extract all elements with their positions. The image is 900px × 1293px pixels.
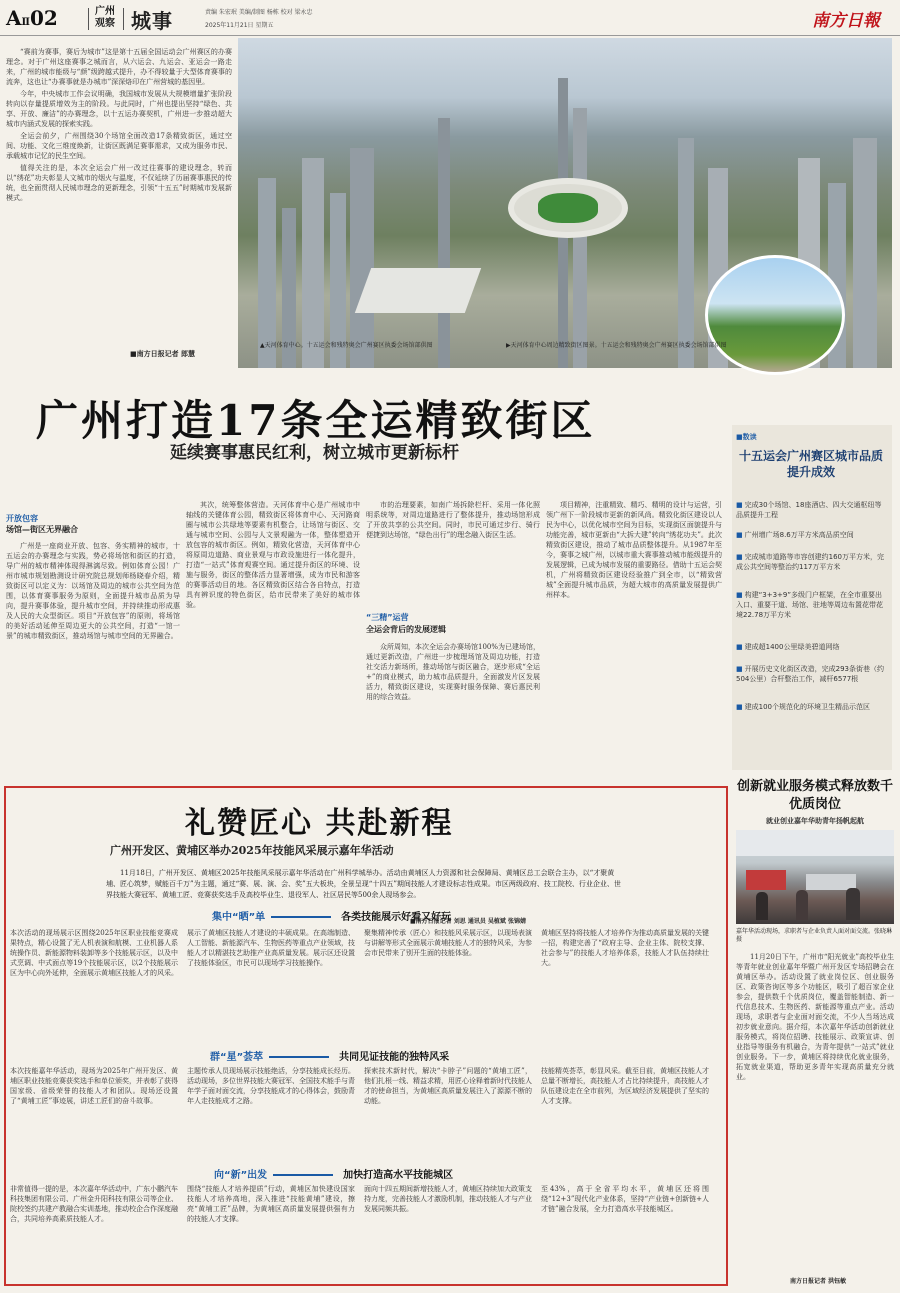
section-heading: 全运会背后的发展逻辑 bbox=[366, 625, 446, 634]
article-column bbox=[366, 500, 540, 608]
paragraph: 项目精神，注重精致、精巧、精明的设计与运营，引领广州下一阶段城市更新的新风尚。精致化街区建设以人民为中心，以优化城市空间为目标，实现街区面貌提升与功能完善，城市更新由“大拆大建”转向“绣花功夫”。此次精致街区建设，推动了城市品质整体提升。从1987年至今，赛事之城广州，以城市重大赛事推动城市能级提升的发展逻辑，已成为城市发展的重要路径。借助十五运会契机，广州将精致街区建设经验推广到全市，以“精致营城”全面提升城市品质，为超大城市的高质量发展提供广州样本。 bbox=[546, 501, 722, 599]
fact-item: ■ 建成超1400公里绿美碧道网络 bbox=[736, 642, 888, 652]
feature-column: 黄埔区坚持将技能人才培养作为推动高质量发展的关键一招，构建完善了“政府主导、企业主体、院校支撑、社会参与”的技能人才培养体系，技能人才队伍持续壮大。 bbox=[541, 929, 709, 967]
sidebar-article-title: 创新就业服务模式释放数千优质岗位 bbox=[736, 779, 893, 812]
fact-item: ■ 建成100个规范化的环境卫生精品示范区 bbox=[736, 702, 888, 712]
sidebar-article-subtitle: 就业创业嘉年华助青年扬帆起航 bbox=[766, 817, 864, 825]
feature-column: 探索技术新时代，解决“卡脖子”问题的“黄埔工匠”，他们扎根一线、精益求精，用匠心诠释着新时代技能人才的使命担当，为黄埔区高质量发展注入了源源不断的动能。 bbox=[364, 1067, 532, 1105]
header-divider bbox=[88, 8, 89, 30]
feature-lead: 11月18日，广州开发区、黄埔区2025年技能风采展示嘉年华活动在广州科学城举办。活动由黄埔区人力资源和社会保障局、黄埔区总工会联合主办，以“才聚黄埔、匠心筑梦，赋能百千万”为主题，通过“赛、展、演、会、奖”五大板块，全景呈现“十四五”期间技能人才建设标志性成果。市区两级政府、技工院校、行业企业、世界技能大赛冠军、黄埔工匠、竞赛获奖选手及高校毕业生、退役军人、社区居民等500余人现场参会。 bbox=[106, 869, 621, 899]
feature-column: 本次活动的现场展示区围绕2025年区职业技能竞赛成果特点，精心设置了无人机表演和航模、工业机器人系统操作员、新能源物料装卸等多个技能展示区，以及中式烹调、中式面点等19个技能展示区，以2个技能展示区为中心向外延伸，全面展示黄埔区技能人才的风采。 bbox=[10, 929, 178, 977]
header-divider bbox=[123, 8, 124, 30]
fact-item: ■ 完成城市道路等市容创建约160万平方米，完成公共空间等整治约117万平方米 bbox=[736, 552, 888, 572]
column-name: 广州观察 bbox=[95, 6, 115, 29]
feature-subheadline: 广州开发区、黄埔区举办2025年技能风采展示嘉年华活动 bbox=[110, 844, 394, 857]
paragraph: 广州是一座商业开放、包容、务实精神的城市，十五运会的办赛理念与实践，势必将场馆和街区的打造，导广州的城市精神体现得淋漓尽致。例如体育公园！广州市城市规划勘测设计研究院总规划师杨晓春介绍，精致街区可以定义为：以场馆及周边的城市公共空间为范围，以体育赛事服务为原则，全面提升城市品质为导向，提升赛事体验，提升城市空间，并持续推动形成惠及人民的大众型街区。项目“开放包容”的原则，将场馆的美好活动延伸至周边更大的公共空间，打造“一馆一景”的城市精致街区，推动场馆与城市空间的无界融合。 bbox=[6, 542, 180, 640]
feature-section-heading: 向“新”出发 加快打造高水平技能城区 bbox=[214, 1170, 454, 1181]
section-title: 城事 bbox=[131, 9, 173, 33]
job-fair-photo bbox=[736, 830, 894, 924]
feature-column: 展示了黄埔区技能人才建设的丰硕成果。在高端制造、人工智能、新能源汽车、生物医药等重点产业领域，技能人才以精湛技艺助推产业高质量发展。展示区还设置了技能体验区，市民可以现场学习技能操作。 bbox=[187, 929, 355, 967]
intro-byline: ■南方日报记者 郎慧 bbox=[130, 349, 196, 358]
photo-caption: ▲天河体育中心。十五运会和残特奥会广州赛区执委会场馆部供图 bbox=[260, 342, 433, 349]
fact-item: ■ 广州增广场8.6万平方米高品质空间 bbox=[736, 530, 888, 540]
article-column bbox=[6, 541, 180, 761]
stadium-field-shape bbox=[538, 193, 598, 223]
paragraph: 众所周知，本次全运会办赛场馆100%为已建场馆，通过更新改造，广州进一步梳理场馆及周边功能，打造社交活力新场所，推动场馆与街区融合，逐步形成“全运+”的商业模式，助力城市品质提升，全面激发片区发展活力，精致街区建设，实现赛时服务保障、赛后惠民利用的综合效益。 bbox=[366, 643, 540, 701]
main-subheadline: 延续赛事惠民红利，树立城市更新标杆 bbox=[170, 443, 459, 463]
issue-date: 2025年11月21日 星期五 bbox=[205, 22, 274, 29]
fact-item: ■ 开展历史文化街区改造，完成293条街巷（约504公里）合杆整治工作，减杆6577根 bbox=[736, 664, 888, 684]
photo-caption: ▶天河体育中心周边精致街区图景。十五运会和残特奥会广州赛区执委会场馆部供图 bbox=[506, 342, 727, 349]
sidebar-title: 十五运会广州赛区城市品质提升成效 bbox=[738, 449, 883, 479]
feature-column: 面向十四五期间新增技能人才，黄埔区持续加大政策支持力度，完善技能人才激励机制，推动技能人才与产业发展同频共振。 bbox=[364, 1185, 532, 1213]
section-tag: 开放包容 bbox=[6, 514, 38, 523]
photo-caption: 嘉年华活动现场，求职者与企业负责人面对面交流。张晓琳 摄 bbox=[736, 928, 893, 943]
article-column bbox=[546, 500, 722, 762]
article-column bbox=[366, 642, 540, 762]
sidebar-article-byline: 南方日报记者 洪钰敏 bbox=[790, 1278, 847, 1285]
fact-item: ■ 构建“3+3+9”多级门户框架，在全市重要出入口、重要干道、场馆、驻地等周边布置花带花境22.78万平方米 bbox=[736, 590, 888, 620]
newspaper-logo: 南方日報 bbox=[812, 11, 880, 31]
editor-credits: 责编 朱宏珉 美编/制图 杨栋 校对 梁永忠 bbox=[205, 9, 313, 16]
section-heading: 场馆—街区无界融合 bbox=[6, 525, 78, 534]
street-inset-photo bbox=[705, 255, 845, 375]
feature-section-heading: 群“星”荟萃 共同见证技能的独特风采 bbox=[210, 1052, 450, 1063]
intro-para: “赛前为赛事，赛后为城市”这是第十五届全国运动会广州赛区的办赛理念。对于广州这座赛事之城而言，从六运会、九运会、亚运会一路走来，广州的城市能级与“颜”级跨越式提升，办不得较量于大型体育赛事的流奔，这也让“办赛事就是办城市”深深烙印在广州营城的基因里。 bbox=[6, 48, 232, 86]
feature-column: 聚集精神传承（匠心）和技能风采展示区，以现场表演与讲解等形式全面展示黄埔技能人才的独特风采，为参会市民带来了别开生面的技能体验。 bbox=[364, 929, 532, 957]
paragraph: 其次，统筹整体营造。天河体育中心是广州城市中轴线的关键体育公园，精致街区将体育中心、天河路商圈与城市公共绿地等要素有机整合，让场馆与街区、交通与城市空间、公园与人文景观融为一体，整体塑造开放包容的城市街区。例如，精致化营造，天河体育中心将原周边道路、商业景观与市政设施进行一体化提升，打造“一站式”体育观赛空间。通过提升街区的环境、设施与服务，街区的整体活力显著增强，成为市民和游客的赛事活动目的地。各区精致街区结合各自特点，打造具有辨识度的特色街区，给市民带来了美好的城市体验。 bbox=[186, 501, 360, 609]
feature-column: 技能精英荟萃，彰显风采。截至目前，黄埔区技能人才总量不断增长，高技能人才占比持续提升，高技能人才队伍建设走在全市前列，为区域经济发展提供了坚实的人才支撑。 bbox=[541, 1067, 709, 1105]
sidebar-tag: ■数读 bbox=[736, 433, 757, 441]
feature-column: 非常值得一提的是，本次嘉年华活动中，广东小鹏汽车科技集团有限公司、广州金升阳科技有限公司等企业、院校签约共建产教融合实训基地，推动校企合作深度融合，共同培养高素质技能人才。 bbox=[10, 1185, 178, 1223]
paragraph: 11月20日下午，广州市“阳光就业”高校毕业生等青年就业创业嘉年华暨广州开发区专场招聘会在黄埔区举办。活动设置了就业岗位区、创业服务区、政策咨询区等多个功能区，吸引了超百家企业参会，提供数千个优质岗位，覆盖智能制造、新一代信息技术、生物医药、新能源等重点产业。活动现场，求职者与企业面对面交流，不少人当场达成初步就业意向。据介绍，本次嘉年华活动创新就业服务模式，将岗位招聘、技能展示、政策宣讲、创业指导等服务有机融合，为青年提供“一站式”就业创业服务。下一步，黄埔区将持续优化就业服务，拓宽就业渠道，帮助更多青年实现高质量充分就业。 bbox=[736, 953, 894, 1081]
feature-headline: 礼赞匠心 共赴新程 bbox=[185, 806, 454, 841]
main-headline: 广州打造17条全运精致街区 bbox=[36, 396, 596, 445]
intro-para: 全运会前夕，广州围绕30个场馆全面改造17条精致街区，通过空间、功能、文化三维度焕新，让街区既满足赛事需求，又成为服务市民、承载城市记忆的民生空间。 bbox=[6, 132, 232, 160]
feature-column: 主题传承人员现场展示技能绝活，分享技能成长经历。活动现场，多位世界技能大赛冠军、全国技术能手与青年学子面对面交流，分享技能成才的心得体会，鼓励青年人走技能成才之路。 bbox=[187, 1067, 355, 1105]
intro-para: 今年，中央城市工作会议明确，我国城市发展从大规模增量扩张阶段转向以存量提质增效为主的阶段。与此同时，广州也提出坚持“绿色、共享、开放、廉洁”的办赛理念，以十五运办赛契机，广州进一步推动超大城市内涵式发展的探索实践。 bbox=[6, 90, 232, 128]
intro-para: 值得关注的是，本次全运会广州一改过往赛事的建设理念，转而以“绣花”功夫彰显人文城市的烟火与温度，不仅延续了历届赛事惠民的传统，也全面贯彻人民城市理念的更新理念，引领“十五五”时期城市发展新模式。 bbox=[6, 164, 232, 202]
fact-item: ■ 完成30个场馆、18座酒店、四大交通枢纽等品质提升工程 bbox=[736, 500, 888, 520]
intro-text bbox=[6, 47, 232, 337]
page-number: AⅡ02 bbox=[6, 6, 58, 30]
sidebar-article-body bbox=[736, 952, 894, 1270]
article-column bbox=[186, 500, 360, 762]
sports-hall-shape bbox=[355, 268, 481, 313]
feature-column: 本次技能嘉年华活动，现场为2025年广州开发区、黄埔区职业技能竞赛获奖选手和单位颁奖，并表彰了获得国家级、省级荣誉的技能人才和团队。现场还设置了“黄埔工匠”事迹展，讲述工匠们的奋斗故事。 bbox=[10, 1067, 178, 1105]
feature-column: 至43%，高于全省平均水平，黄埔区还将围绕“12+3”现代化产业体系，坚持“产业链+创新链+人才链”融合发展，全力打造高水平技能城区。 bbox=[541, 1185, 709, 1213]
feature-column: 围绕“技能人才培养提质”行动，黄埔区加快建设国家技能人才培养高地，深入推进“技能黄埔”建设，擦亮“黄埔工匠”品牌，为黄埔区高质量发展提供强有力的技能人才支撑。 bbox=[187, 1185, 355, 1223]
feature-section-heading: 集中“晒”单 各类技能展示好看又好玩 bbox=[212, 912, 452, 923]
feature-byline: ■南方日报记者 刘思 通讯员 吴植斌 张锦婧 bbox=[410, 918, 527, 925]
section-tag: “三精”运营 bbox=[366, 613, 409, 622]
paragraph: 市的治理要素，如南广场拆除栏杆、采用一体化照明系统等，对周边道路进行了整体提升，推动场馆形成了开放共享的公共空间。同时，市民可通过步行、骑行便捷到达场馆，“绿色出行”的理念融入街区生活。 bbox=[366, 501, 540, 539]
